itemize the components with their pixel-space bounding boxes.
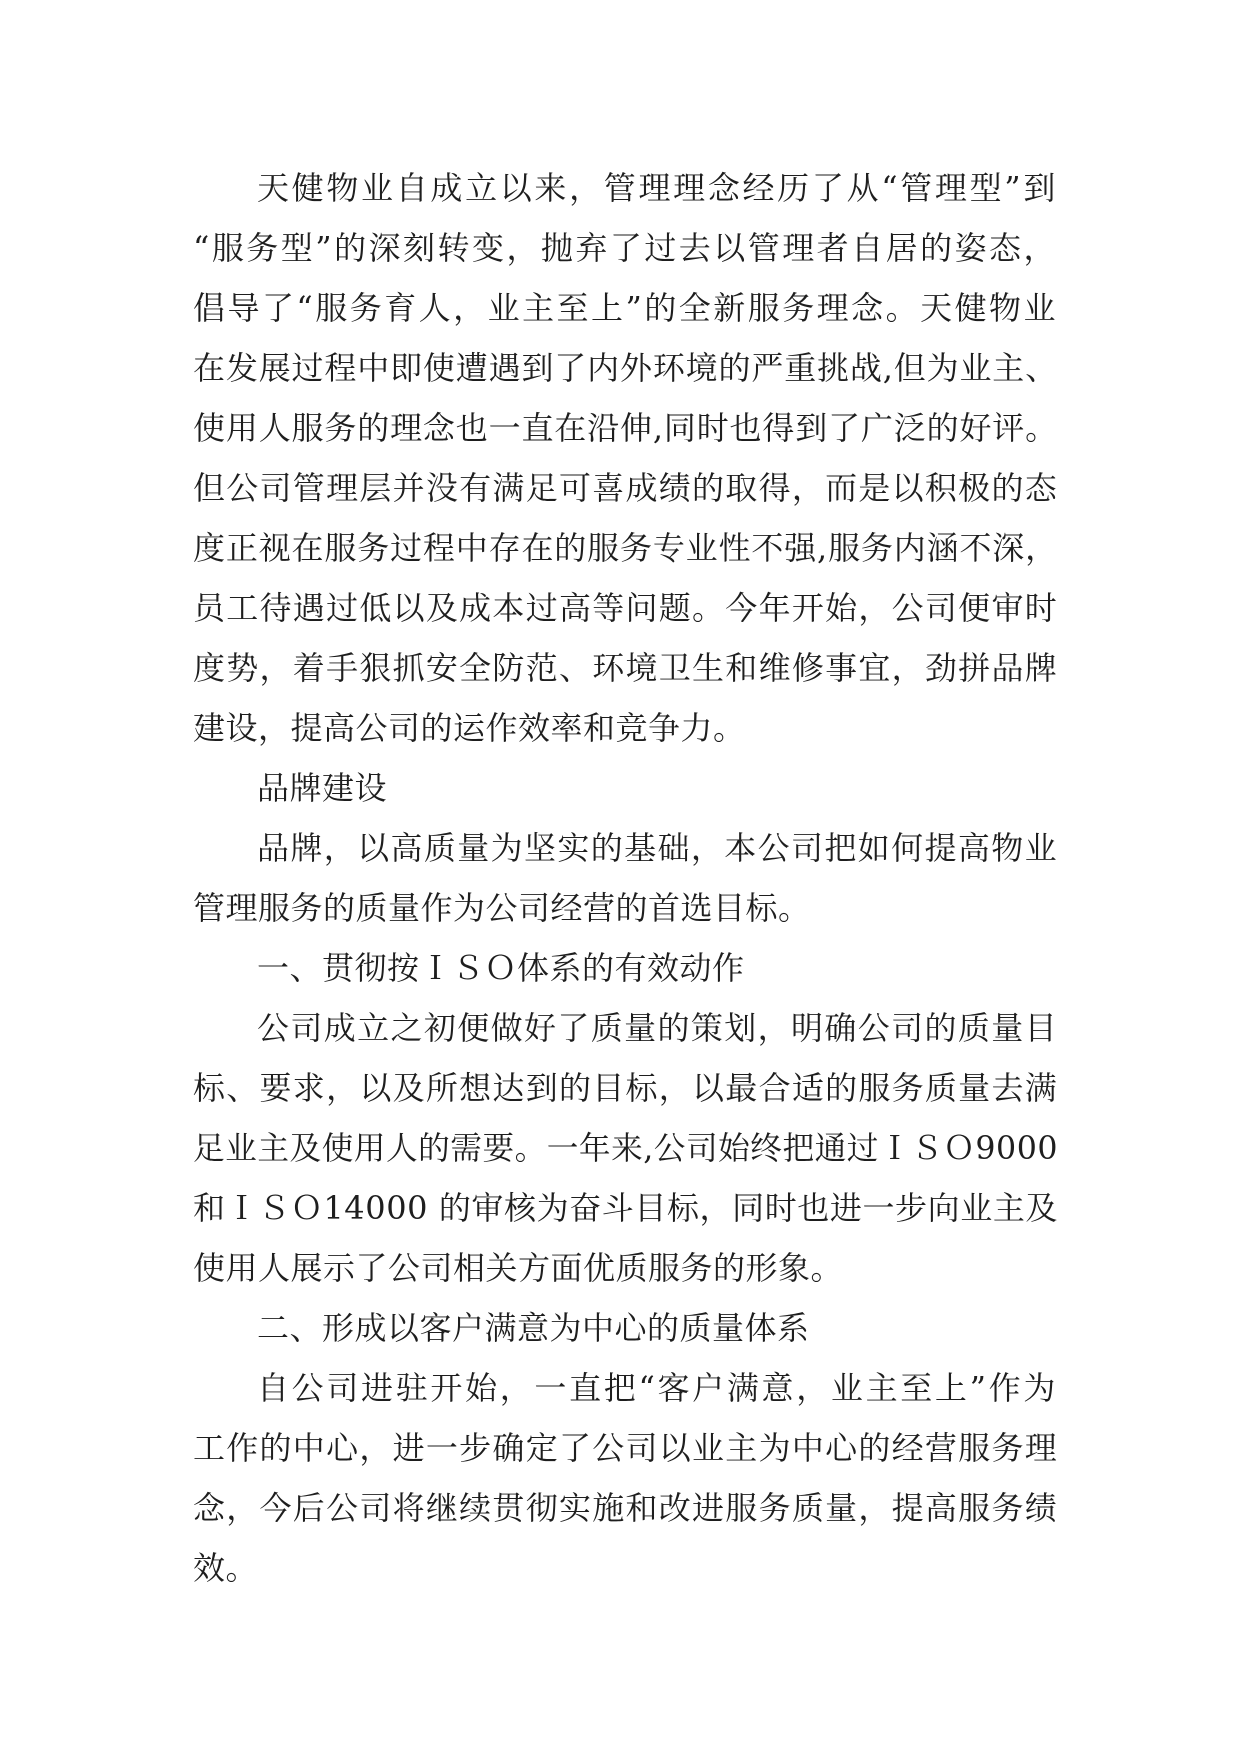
- text-line: 在发展过程中即使遭遇到了内外环境的严重挑战,但为业主、: [193, 349, 1058, 387]
- text-line: 天健物业自成立以来，管理理念经历了从“管理型”到: [257, 169, 1058, 207]
- text-line: 但公司管理层并没有满足可喜成绩的取得，而是以积极的态: [193, 469, 1058, 507]
- text-line: 倡导了“服务育人，业主至上”的全新服务理念。天健物业: [193, 289, 1058, 327]
- text-line: 度正视在服务过程中存在的服务专业性不强,服务内涵不深，: [193, 529, 1058, 567]
- text-line: 度势，着手狠抓安全防范、环境卫生和维修事宜，劲拼品牌: [193, 649, 1058, 687]
- subsection-heading: 二、形成以客户满意为中心的质量体系: [257, 1309, 810, 1347]
- text-line: 自公司进驻开始，一直把“客户满意，业主至上”作为: [257, 1369, 1058, 1407]
- subsection-heading: 一、贯彻按ＩＳＯ体系的有效动作: [257, 949, 745, 987]
- text-line: 使用人展示了公司相关方面优质服务的形象。: [193, 1249, 844, 1287]
- section-heading: 品牌建设: [257, 769, 388, 807]
- text-line: 公司成立之初便做好了质量的策划，明确公司的质量目: [257, 1009, 1058, 1047]
- text-line: 品牌，以高质量为坚实的基础，本公司把如何提高物业: [257, 829, 1058, 867]
- text-line: 效。: [193, 1549, 259, 1587]
- text-line: 和ＩＳＯ14000 的审核为奋斗目标，同时也进一步向业主及: [193, 1189, 1058, 1227]
- document-body: [193, 158, 1058, 1598]
- text-line: 念，今后公司将继续贯彻实施和改进服务质量，提高服务绩: [193, 1489, 1058, 1527]
- text-line: 工作的中心，进一步确定了公司以业主为中心的经营服务理: [193, 1429, 1058, 1467]
- text-line: 建设，提高公司的运作效率和竞争力。: [193, 709, 746, 747]
- text-line: 足业主及使用人的需要。一年来,公司始终把通过ＩＳＯ9000: [193, 1129, 1058, 1167]
- text-line: 员工待遇过低以及成本过高等问题。今年开始，公司便审时: [193, 589, 1058, 627]
- text-line: “服务型”的深刻转变，抛弃了过去以管理者自居的姿态，: [193, 229, 1058, 267]
- text-line: 管理服务的质量作为公司经营的首选目标。: [193, 889, 811, 927]
- text-line: 标、要求，以及所想达到的目标，以最合适的服务质量去满: [193, 1069, 1058, 1107]
- text-line: 使用人服务的理念也一直在沿伸,同时也得到了广泛的好评。: [193, 409, 1058, 447]
